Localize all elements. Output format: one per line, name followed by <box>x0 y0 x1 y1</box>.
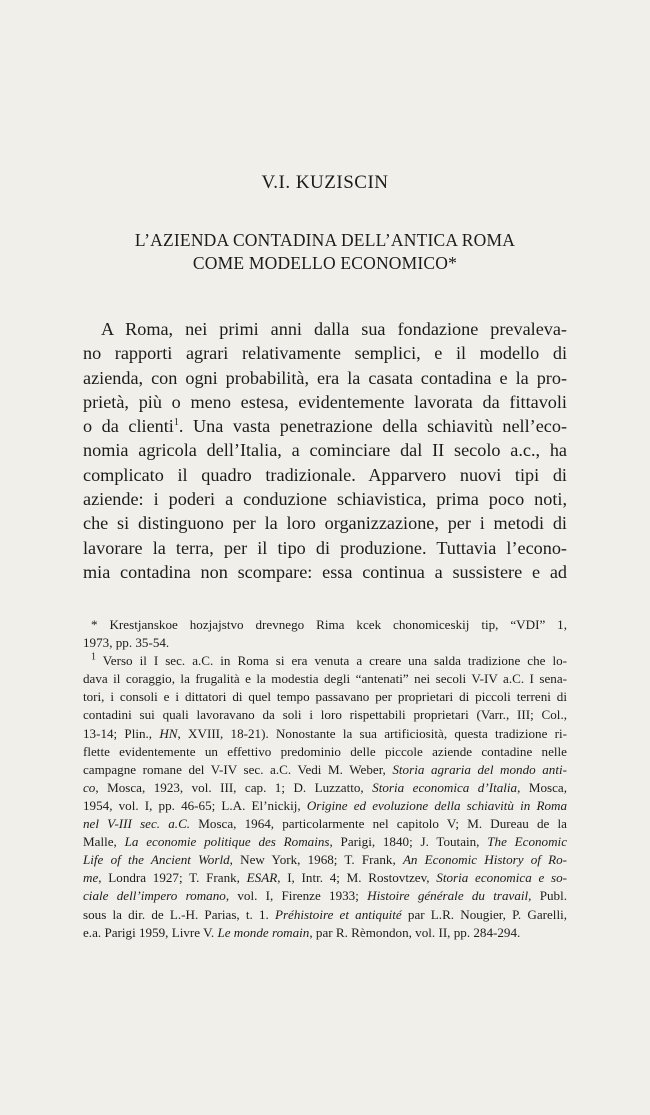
footnote-italic: Storia economica e so- <box>436 870 567 886</box>
footnote-1-line <box>83 924 567 942</box>
body-text-fragment: . Una vasta penetrazione della schiavitù nell’eco- <box>178 416 568 437</box>
footnote-text: 13-14; Plin., <box>83 725 160 741</box>
body-line <box>83 414 567 438</box>
footnote-1-line <box>83 725 567 743</box>
footnote-text: , XVIII, 18-21). Nonostante la sua artificiosità, questa tradizione ri- <box>177 725 568 741</box>
body-line: azienda, con ogni probabilità, era la casata contadina e la pro- <box>83 367 567 388</box>
body-line: nomia agricola dell’Italia, a cominciare dal II secolo a.c., ha <box>83 440 567 461</box>
footnote-italic: An Economic History of Ro- <box>402 852 568 868</box>
footnote-text: , Parigi, 1840; J. Toutain, <box>329 834 488 850</box>
footnote-text: , New York, 1968; T. Frank, <box>229 852 403 868</box>
body-line: no rapporti agrari relativamente semplici, e il modello di <box>83 343 567 364</box>
body-line: lavorare la terra, per il tipo di produzione. Tuttavia l’econo- <box>83 537 567 558</box>
footnote-italic: nel V-III sec. a.C. <box>83 816 191 832</box>
footnote-text: , Mosca, 1923, vol. III, cap. 1; D. Luzzatto, <box>95 779 373 795</box>
footnote-italic: ciale dell’impero romano <box>83 888 226 904</box>
footnote-1-line <box>83 833 567 851</box>
footnote-1-line: contadini sui quali lavoravano da soli i loro rispettabili proprietari (Varr., III; Col., <box>83 707 567 723</box>
footnote-italic: me <box>83 870 99 886</box>
body-line: aziende: i poderi a conduzione schiavistica, prima poco noti, <box>83 489 567 510</box>
footnote-italic: The Economic <box>487 834 568 850</box>
footnote-italic: Origine ed evoluzione della schiavitù in Roma <box>306 797 567 813</box>
footnote-text: , Mosca, <box>517 779 568 795</box>
footnotes <box>83 616 567 942</box>
footnote-1-line <box>83 851 567 869</box>
footnote-1-line <box>83 797 567 815</box>
footnote-text: , par R. Rèmondon, vol. II, pp. 284-294. <box>309 924 521 940</box>
footnote-text: sous la dir. de L.-H. Parias, t. 1. <box>83 906 275 922</box>
footnote-text: Verso il I sec. a.C. in Roma si era venuta a creare una salda tradizione che lo- <box>102 653 567 669</box>
footnote-italic: Le monde romain <box>217 924 310 940</box>
footnote-italic: Préhistoire et antiquité <box>274 906 402 922</box>
footnote-text: , Londra 1927; T. Frank, <box>98 870 247 886</box>
body-line: prietà, più o meno estesa, evidentemente lavorata da fittavoli <box>83 391 567 412</box>
title-line-1: L’AZIENDA CONTADINA DELL’ANTICA ROMA <box>134 230 516 250</box>
footnote-1-line: flette evidentemente un effettivo predominio delle piccole aziende contadine nelle <box>83 743 567 759</box>
footnote-1-line <box>83 906 567 924</box>
footnote-text: , vol. I, Firenze 1933; <box>225 888 368 904</box>
body-paragraph <box>83 317 567 584</box>
footnote-italic: Histoire générale du travail <box>367 888 529 904</box>
footnote-italic: ESAR <box>246 870 278 886</box>
footnote-text: 1954, vol. I, pp. 46-65; L.A. El’nickij, <box>83 797 307 813</box>
footnote-text: Mosca, 1964, particolarmente nel capitolo V; M. Dureau de la <box>190 816 567 832</box>
body-line: che si distinguono per la loro organizzazione, per i metodi di <box>83 513 567 534</box>
footnote-reference: 1 <box>173 417 179 429</box>
title-line-2: COME MODELLO ECONOMICO* <box>192 253 458 273</box>
footnote-1-line <box>83 761 567 779</box>
footnote-text: , Publ. <box>528 888 567 904</box>
footnote-1-line <box>83 869 567 887</box>
footnote-text: campagne romane del V-IV sec. a.C. Vedi M. Weber, <box>83 761 393 777</box>
footnote-italic: Storia agraria del mondo anti- <box>392 761 567 777</box>
footnote-text: , I, Intr. 4; M. Rostovtzev, <box>277 870 437 886</box>
footnote-star-line: * Krestjanskoe hozjajstvo drevnego Rima kcek chonomiceskij tip, “VDI” 1, <box>91 617 567 632</box>
footnote-1-line <box>83 887 567 905</box>
footnote-marker: 1 <box>91 651 96 663</box>
body-line: mia contadina non scompare: essa continua a sussistere e ad <box>83 561 567 582</box>
body-line: A Roma, nei primi anni dalla sua fondazione prevaleva- <box>101 319 567 339</box>
footnote-1-line <box>83 779 567 797</box>
footnote-italic: co <box>83 779 96 795</box>
body-text-fragment: o da clienti <box>83 416 174 437</box>
footnote-text: e.a. Parigi 1959, Livre V. <box>83 924 218 940</box>
footnote-1-line <box>83 652 567 670</box>
footnote-text: Malle, <box>83 834 125 850</box>
footnote-1-line: tori, i consoli e i dittatori di quel tempo passavano per proprietari di piccoli terreni di <box>83 689 567 705</box>
footnote-italic: Storia economica d’Italia <box>372 779 518 795</box>
author-name: V.I. KUZISCIN <box>261 172 389 193</box>
footnote-text: par L.R. Nougier, P. Garelli, <box>401 906 567 922</box>
article-title <box>0 229 650 275</box>
footnote-1-line <box>83 815 567 833</box>
footnote-star-line: 1973, pp. 35-54. <box>83 635 170 651</box>
footnote-italic: HN <box>159 725 178 741</box>
body-line: complicato il quadro tradizionale. Apparvero nuovi tipi di <box>83 464 567 485</box>
footnote-italic: La economie politique des Romains <box>124 834 330 850</box>
footnote-1-line: dava il coraggio, la frugalità e la modestia degli “antenati” nei secoli V-IV a.C. I sena- <box>83 671 567 687</box>
footnote-italic: Life of the Ancient World <box>83 852 230 868</box>
